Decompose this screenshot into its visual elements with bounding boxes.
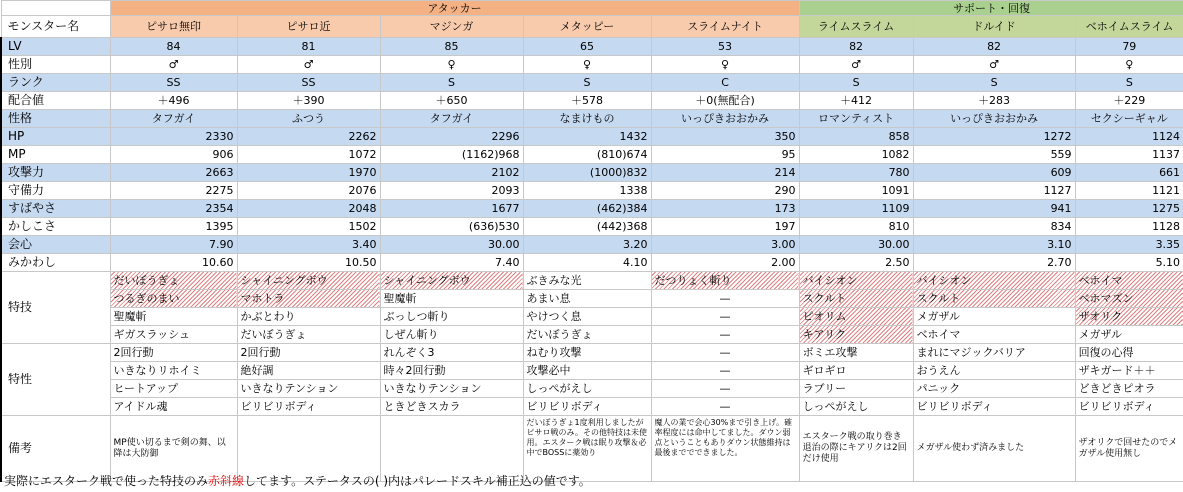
skill-cell: ぶきみな光	[523, 272, 651, 290]
basic-value-cell: SS	[237, 74, 380, 92]
basic-value-cell: 81	[237, 38, 380, 56]
basic-value-cell: いっぴきおおかみ	[913, 110, 1075, 128]
skill-cell: スクルト	[913, 290, 1075, 308]
basic-value-cell: ＋283	[913, 92, 1075, 110]
stat-value-cell: 4.10	[523, 254, 651, 272]
stat-value-cell: 834	[913, 218, 1075, 236]
stat-value-cell: 1121	[1075, 182, 1183, 200]
stat-value-cell: 214	[651, 164, 799, 182]
trait-cell: おうえん	[913, 362, 1075, 380]
group-attacker: アタッカー	[110, 1, 799, 16]
trait-cell: —	[651, 398, 799, 416]
trait-cell: ギロギロ	[799, 362, 913, 380]
stat-value-cell: 661	[1075, 164, 1183, 182]
stat-value-cell: 1432	[523, 128, 651, 146]
trait-cell: いきなりテンション	[237, 380, 380, 398]
stat-value-cell: 1128	[1075, 218, 1183, 236]
monster-name-label: モンスター名	[1, 16, 110, 38]
stat-value-cell: (1000)832	[523, 164, 651, 182]
row-label: MP	[1, 146, 110, 164]
stat-value-cell: 1127	[913, 182, 1075, 200]
skill-cell: スクルト	[799, 290, 913, 308]
basic-value-cell: S	[523, 74, 651, 92]
monster-name-row	[1, 16, 1183, 38]
stat-value-cell: 3.00	[651, 236, 799, 254]
row-label: 守備力	[1, 182, 110, 200]
stat-value-cell: 2275	[110, 182, 237, 200]
basic-value-cell: C	[651, 74, 799, 92]
basic-row	[1, 56, 1183, 74]
skill-cell: かぶとわり	[237, 308, 380, 326]
row-label: 性別	[1, 56, 110, 74]
stat-value-cell: 2.00	[651, 254, 799, 272]
basic-value-cell: ふつう	[237, 110, 380, 128]
trait-cell: しっぺがえし	[799, 398, 913, 416]
basic-value-cell: セクシーギャル	[1075, 110, 1183, 128]
skill-cell: 聖魔斬	[110, 308, 237, 326]
trait-cell: まれにマジックバリア	[913, 344, 1075, 362]
stat-value-cell: 1395	[110, 218, 237, 236]
skill-cell: メガザル	[913, 308, 1075, 326]
basic-row	[1, 74, 1183, 92]
basic-value-cell: タフガイ	[110, 110, 237, 128]
skill-cell: —	[651, 308, 799, 326]
trait-cell: 2回行動	[110, 344, 237, 362]
stat-value-cell: 1137	[1075, 146, 1183, 164]
stat-row	[1, 128, 1183, 146]
stat-row	[1, 236, 1183, 254]
note-cell: 魔人の業で会心30%まで引き上げ。確率程度には命中してました。ダウン弱点ということもありダウン状態維持は最後まででできました。	[651, 416, 799, 482]
row-label: HP	[1, 128, 110, 146]
stat-value-cell: 2663	[110, 164, 237, 182]
basic-value-cell: ＋578	[523, 92, 651, 110]
stat-row	[1, 146, 1183, 164]
trait-cell: ビリビリボディ	[1075, 398, 1183, 416]
skill-cell: ベホマズン	[1075, 290, 1183, 308]
group-header-row	[1, 1, 1183, 16]
stat-value-cell: 2.70	[913, 254, 1075, 272]
stat-row	[1, 218, 1183, 236]
note-cell: だいぼうぎょ1度利用しましたがピサロ戦のみ。その他特技は未使用。エスターク戦は眠り攻撃＆必中でBOSSに薬効り	[523, 416, 651, 482]
stat-value-cell: (810)674	[523, 146, 651, 164]
stat-value-cell: 30.00	[380, 236, 523, 254]
trait-cell: 2回行動	[237, 344, 380, 362]
trait-cell: いきなりテンション	[380, 380, 523, 398]
basic-value-cell: なまけもの	[523, 110, 651, 128]
basic-row	[1, 38, 1183, 56]
stat-value-cell: 173	[651, 200, 799, 218]
stat-row	[1, 254, 1183, 272]
trait-cell: —	[651, 344, 799, 362]
trait-cell: ザキガード＋＋	[1075, 362, 1183, 380]
skill-cell: だつりょく斬り	[651, 272, 799, 290]
stat-row	[1, 200, 1183, 218]
basic-value-cell: ♂	[237, 56, 380, 74]
trait-cell: ビリビリボディ	[913, 398, 1075, 416]
stat-value-cell: 1109	[799, 200, 913, 218]
trait-cell: 回復の心得	[1075, 344, 1183, 362]
stat-value-cell: 941	[913, 200, 1075, 218]
basic-value-cell: S	[380, 74, 523, 92]
basic-value-cell: S	[1075, 74, 1183, 92]
trait-cell: いきなりリホイミ	[110, 362, 237, 380]
trait-cell: れんぞく3	[380, 344, 523, 362]
stat-value-cell: 5.10	[1075, 254, 1183, 272]
stat-row	[1, 164, 1183, 182]
basic-value-cell: ＋0(無配合)	[651, 92, 799, 110]
skill-cell: あまい息	[523, 290, 651, 308]
stat-value-cell: 2102	[380, 164, 523, 182]
basic-value-cell: S	[913, 74, 1075, 92]
stat-value-cell: 2048	[237, 200, 380, 218]
basic-value-cell: S	[799, 74, 913, 92]
skill-cell: —	[651, 290, 799, 308]
note-cell: ザオリクで回せたのでメガザル使用無し	[1075, 416, 1183, 482]
skill-cell: だいぼうぎょ	[523, 326, 651, 344]
basic-row	[1, 92, 1183, 110]
basic-value-cell: ＋412	[799, 92, 913, 110]
skill-cell: だいぼうぎょ	[110, 272, 237, 290]
skill-row	[1, 326, 1183, 344]
skill-cell: バイシオン	[913, 272, 1075, 290]
skill-cell: メガザル	[1075, 326, 1183, 344]
basic-value-cell: ＋496	[110, 92, 237, 110]
row-label: 攻撃力	[1, 164, 110, 182]
monster-name-cell: マジンガ	[380, 16, 523, 38]
basic-value-cell: ♂	[913, 56, 1075, 74]
basic-row	[1, 110, 1183, 128]
trait-row	[1, 362, 1183, 380]
skill-cell: —	[651, 326, 799, 344]
trait-cell: ねむり攻撃	[523, 344, 651, 362]
trait-cell: 時々2回行動	[380, 362, 523, 380]
stat-value-cell: 1124	[1075, 128, 1183, 146]
basic-value-cell: ♂	[799, 56, 913, 74]
stat-value-cell: 1082	[799, 146, 913, 164]
skill-cell: ギガスラッシュ	[110, 326, 237, 344]
stat-value-cell: 2262	[237, 128, 380, 146]
basic-value-cell: ♀	[1075, 56, 1183, 74]
footer-note-red-text: 赤斜線	[208, 474, 245, 488]
note-cell: MP使い切るまで剣の舞、以降は大防御	[110, 416, 237, 482]
skill-cell: ピオリム	[799, 308, 913, 326]
skill-cell: 聖魔斬	[380, 290, 523, 308]
monster-name-cell: ベホイムスライム	[1075, 16, 1183, 38]
skill-cell: しぜん斬り	[380, 326, 523, 344]
trait-cell: パニック	[913, 380, 1075, 398]
stat-value-cell: 290	[651, 182, 799, 200]
skill-row	[1, 308, 1183, 326]
stat-value-cell: 3.20	[523, 236, 651, 254]
trait-cell: ボミエ攻撃	[799, 344, 913, 362]
footer-note-text: 実際にエスターク戦で使った特技のみ	[4, 474, 209, 488]
basic-value-cell: タフガイ	[380, 110, 523, 128]
skill-cell: つるぎのまい	[110, 290, 237, 308]
traits-label: 特性	[1, 344, 110, 416]
trait-cell: どきどきピオラ	[1075, 380, 1183, 398]
trait-cell: ときどきスカラ	[380, 398, 523, 416]
stat-value-cell: 2296	[380, 128, 523, 146]
stat-value-cell: 30.00	[799, 236, 913, 254]
basic-value-cell: 82	[799, 38, 913, 56]
trait-cell: しっぺがえし	[523, 380, 651, 398]
stat-row	[1, 182, 1183, 200]
monster-name-cell: メタッピー	[523, 16, 651, 38]
stat-value-cell: 3.35	[1075, 236, 1183, 254]
stat-value-cell: 1072	[237, 146, 380, 164]
stat-value-cell: 350	[651, 128, 799, 146]
stat-value-cell: 609	[913, 164, 1075, 182]
stat-value-cell: 95	[651, 146, 799, 164]
stat-value-cell: 1970	[237, 164, 380, 182]
monster-name-cell: スライムナイト	[651, 16, 799, 38]
skill-cell: ザオリク	[1075, 308, 1183, 326]
footer-note	[0, 471, 591, 491]
stat-value-cell: 10.60	[110, 254, 237, 272]
row-label: すばやさ	[1, 200, 110, 218]
monster-name-cell: ピサロ無印	[110, 16, 237, 38]
note-cell: エスターク戦の取り巻き退治の際にキアリクは2回だけ使用	[799, 416, 913, 482]
monster-name-cell: ドルイド	[913, 16, 1075, 38]
trait-cell: ラブリー	[799, 380, 913, 398]
skill-row	[1, 290, 1183, 308]
stat-value-cell: 3.40	[237, 236, 380, 254]
stat-value-cell: 858	[799, 128, 913, 146]
stat-value-cell: 7.40	[380, 254, 523, 272]
skill-cell: ベホイマ	[1075, 272, 1183, 290]
skill-cell: ぶっしつ斬り	[380, 308, 523, 326]
trait-cell: ビリビリボディ	[523, 398, 651, 416]
note-cell: メガザル使わず済みました	[913, 416, 1075, 482]
stat-value-cell: (636)530	[380, 218, 523, 236]
stat-value-cell: (1162)968	[380, 146, 523, 164]
basic-value-cell: 53	[651, 38, 799, 56]
stat-value-cell: 1502	[237, 218, 380, 236]
trait-row	[1, 380, 1183, 398]
trait-cell: ビリビリボディ	[237, 398, 380, 416]
skill-cell: やけつく息	[523, 308, 651, 326]
stat-value-cell: 780	[799, 164, 913, 182]
basic-value-cell: 65	[523, 38, 651, 56]
trait-row	[1, 398, 1183, 416]
basic-value-cell: ＋229	[1075, 92, 1183, 110]
row-label: 会心	[1, 236, 110, 254]
stat-value-cell: 2.50	[799, 254, 913, 272]
stat-value-cell: 2354	[110, 200, 237, 218]
stat-value-cell: 3.10	[913, 236, 1075, 254]
stat-value-cell: 10.50	[237, 254, 380, 272]
skill-cell: バイシオン	[799, 272, 913, 290]
trait-cell: —	[651, 380, 799, 398]
row-label: 配合値	[1, 92, 110, 110]
basic-value-cell: 79	[1075, 38, 1183, 56]
trait-cell: 絶好調	[237, 362, 380, 380]
basic-value-cell: SS	[110, 74, 237, 92]
stat-value-cell: 1677	[380, 200, 523, 218]
row-label: みかわし	[1, 254, 110, 272]
skill-cell: だいぼうぎょ	[237, 326, 380, 344]
row-label: 性格	[1, 110, 110, 128]
skill-cell: キアリク	[799, 326, 913, 344]
row-label: かしこさ	[1, 218, 110, 236]
skill-cell: ベホイマ	[913, 326, 1075, 344]
stat-value-cell: 7.90	[110, 236, 237, 254]
stat-value-cell: 197	[651, 218, 799, 236]
stat-value-cell: 906	[110, 146, 237, 164]
stat-value-cell: 1091	[799, 182, 913, 200]
skill-cell: マホトラ	[237, 290, 380, 308]
basic-value-cell: ♀	[380, 56, 523, 74]
trait-cell: アイドル魂	[110, 398, 237, 416]
basic-value-cell: ♀	[651, 56, 799, 74]
notes-label: 備考	[1, 416, 110, 482]
row-label: LV	[1, 38, 110, 56]
trait-row	[1, 344, 1183, 362]
skills-label: 特技	[1, 272, 110, 344]
basic-value-cell: ロマンティスト	[799, 110, 913, 128]
skill-cell: シャイニングボウ	[237, 272, 380, 290]
trait-cell: 攻撃必中	[523, 362, 651, 380]
monster-name-cell: ライムスライム	[799, 16, 913, 38]
trait-cell: —	[651, 362, 799, 380]
basic-value-cell: 84	[110, 38, 237, 56]
skill-row	[1, 272, 1183, 290]
basic-value-cell: ♀	[523, 56, 651, 74]
skill-cell: シャイニングボウ	[380, 272, 523, 290]
footer-note-text-tail: してます。ステータスの( )内はパレードスキル補正込の値です。	[244, 474, 591, 488]
stat-value-cell: 559	[913, 146, 1075, 164]
basic-value-cell: いっぴきおおかみ	[651, 110, 799, 128]
stat-value-cell: 2076	[237, 182, 380, 200]
basic-value-cell: 82	[913, 38, 1075, 56]
basic-value-cell: 85	[380, 38, 523, 56]
stat-value-cell: 1338	[523, 182, 651, 200]
stat-value-cell: 810	[799, 218, 913, 236]
trait-cell: ヒートアップ	[110, 380, 237, 398]
stat-value-cell: (462)384	[523, 200, 651, 218]
basic-value-cell: ＋650	[380, 92, 523, 110]
empty-corner-cell	[1, 1, 110, 16]
stat-value-cell: 2330	[110, 128, 237, 146]
group-support: サポート・回復	[799, 1, 1183, 16]
row-label: ランク	[1, 74, 110, 92]
stat-value-cell: (442)368	[523, 218, 651, 236]
stat-value-cell: 1275	[1075, 200, 1183, 218]
basic-value-cell: ＋390	[237, 92, 380, 110]
monster-name-cell: ピサロ近	[237, 16, 380, 38]
basic-value-cell: ♂	[110, 56, 237, 74]
stat-value-cell: 2093	[380, 182, 523, 200]
stat-value-cell: 1272	[913, 128, 1075, 146]
